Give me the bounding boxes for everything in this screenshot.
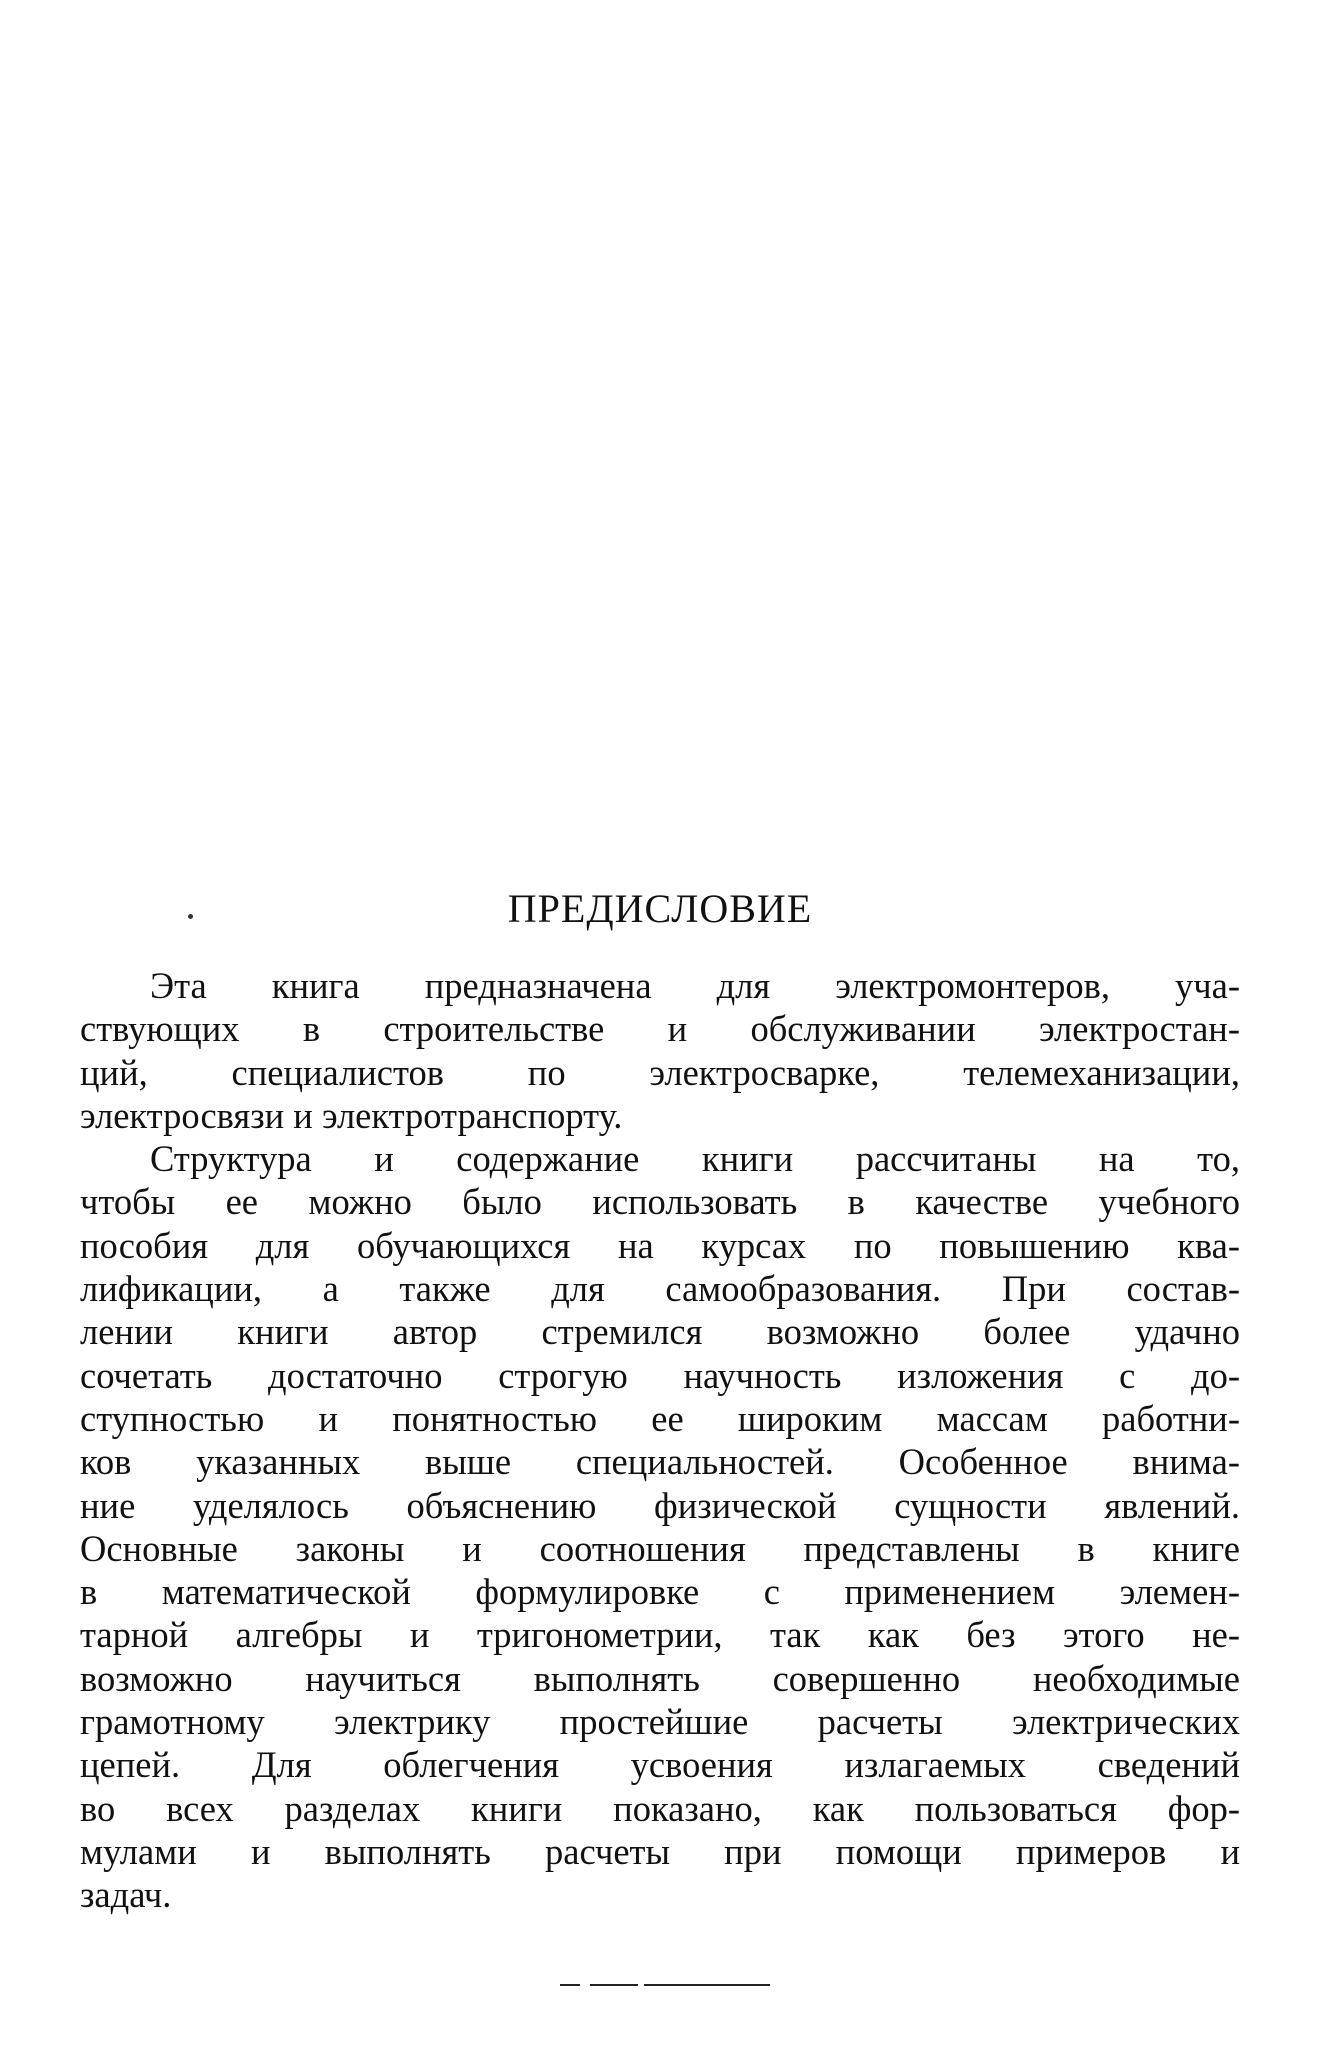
page-title: ПРЕДИСЛОВИЕ — [507, 886, 813, 931]
text-line: задач. — [80, 1874, 172, 1916]
section-end-rule — [590, 1984, 638, 1986]
text-line: в математической формулировке с применением элемен- — [80, 1571, 1240, 1613]
text-line: ков указанных выше специальностей. Особенное внима- — [80, 1441, 1240, 1483]
body-text — [80, 964, 1240, 1917]
text-line: электросвязи и электротранспорту. — [80, 1094, 623, 1136]
text-line: возможно научиться выполнять совершенно необходимые — [80, 1657, 1240, 1699]
section-end-rule — [644, 1984, 770, 1986]
text-line: ние уделялось объяснению физической сущности явлений. — [80, 1484, 1240, 1526]
text-line: лификации, а также для самообразования. При состав- — [80, 1268, 1240, 1310]
text-line: грамотному электрику простейшие расчеты электрических — [80, 1701, 1240, 1743]
text-line: пособия для обучающихся на курсах по повышению ква- — [80, 1224, 1240, 1266]
text-line: лении книги автор стремился возможно более удачно — [80, 1311, 1240, 1353]
text-line: тарной алгебры и тригонометрии, так как без этого не- — [80, 1614, 1240, 1656]
text-line: цепей. Для облегчения усвоения излагаемых сведений — [80, 1744, 1240, 1786]
text-line: Структура и содержание книги рассчитаны на то, — [150, 1138, 1240, 1180]
text-line: ствующих в строительстве и обслуживании электростан- — [80, 1008, 1240, 1050]
text-line: ций, специалистов по электросварке, телемеханизации, — [80, 1051, 1240, 1093]
text-line: сочетать достаточно строгую научность изложения с до- — [80, 1354, 1240, 1396]
text-line: мулами и выполнять расчеты при помощи примеров и — [80, 1830, 1240, 1872]
text-line: Основные законы и соотношения представлены в книге — [80, 1527, 1240, 1569]
text-line: во всех разделах книги показано, как пользоваться фор- — [80, 1787, 1240, 1829]
text-line: ступностью и понятностью ее широким массам работни- — [80, 1397, 1240, 1439]
text-line: Эта книга предназначена для электромонтеров, уча- — [150, 965, 1240, 1006]
section-end-rule — [560, 1984, 580, 1986]
text-line: чтобы ее можно было использовать в качестве учебного — [80, 1181, 1240, 1223]
paragraph-2 — [80, 1137, 1240, 1916]
paragraph-1 — [80, 964, 1240, 1137]
